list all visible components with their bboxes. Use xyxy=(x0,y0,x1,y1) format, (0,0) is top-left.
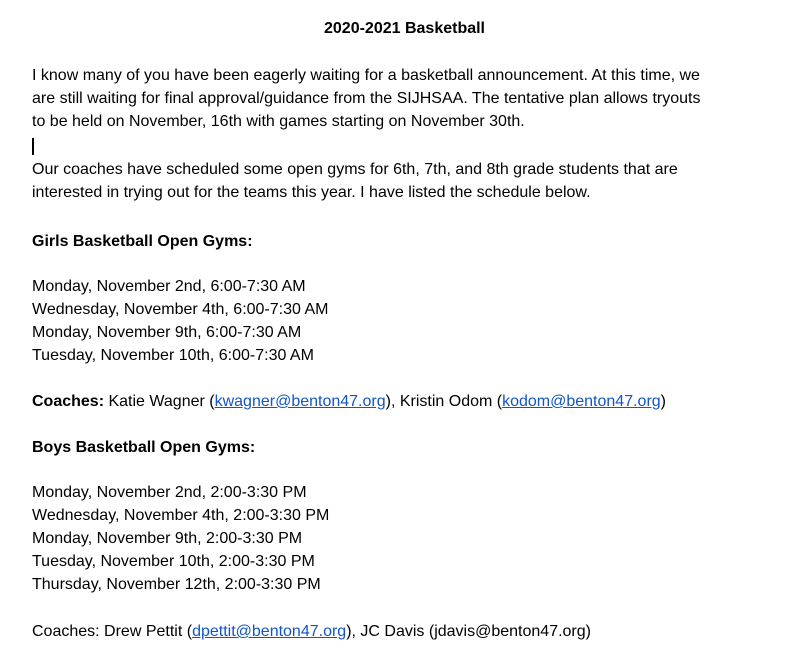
schedule-item: Monday, November 2nd, 2:00-3:30 PM xyxy=(32,484,307,501)
girls-schedule-list xyxy=(32,275,328,367)
schedule-intro-line: Our coaches have scheduled some open gyms for 6th, 7th, and 8th grade students that are xyxy=(32,161,678,178)
schedule-intro-paragraph xyxy=(32,158,782,204)
girls-heading: Girls Basketball Open Gyms: xyxy=(32,233,253,250)
coach-name: Katie Wagner ( xyxy=(104,393,215,410)
schedule-intro-line: interested in trying out for the teams this year. I have listed the schedule below. xyxy=(32,184,591,201)
boys-heading: Boys Basketball Open Gyms: xyxy=(32,439,256,456)
coaches-label: Coaches: xyxy=(32,393,105,410)
intro-line: are still waiting for final approval/guidance from the SIJHSAA. The tentative plan allows tryouts xyxy=(32,90,701,107)
girls-coaches xyxy=(32,390,666,413)
schedule-item: Tuesday, November 10th, 6:00-7:30 AM xyxy=(32,347,314,364)
schedule-item: Monday, November 9th, 2:00-3:30 PM xyxy=(32,530,303,547)
text-cursor xyxy=(32,138,34,155)
schedule-item: Wednesday, November 4th, 2:00-3:30 PM xyxy=(32,507,330,524)
coaches-prefix: Coaches: Drew Pettit ( xyxy=(32,623,193,640)
document-title: 2020-2021 Basketball xyxy=(324,20,485,37)
schedule-item: Thursday, November 12th, 2:00-3:30 PM xyxy=(32,576,321,593)
coach-separator: ), Kristin Odom ( xyxy=(385,393,503,410)
coach-email-link[interactable]: dpettit@benton47.org xyxy=(192,623,347,640)
coach-email-link[interactable]: kodom@benton47.org xyxy=(502,393,661,410)
coach-rest: ), JC Davis (jdavis@benton47.org) xyxy=(346,623,591,640)
schedule-item: Monday, November 9th, 6:00-7:30 AM xyxy=(32,324,302,341)
boys-schedule-list xyxy=(32,481,329,596)
schedule-item: Wednesday, November 4th, 6:00-7:30 AM xyxy=(32,301,329,318)
intro-line: I know many of you have been eagerly waiting for a basketball announcement. At this time, we xyxy=(32,67,700,84)
schedule-item: Monday, November 2nd, 6:00-7:30 AM xyxy=(32,278,306,295)
coach-email-link[interactable]: kwagner@benton47.org xyxy=(214,393,386,410)
intro-line: to be held on November, 16th with games starting on November 30th. xyxy=(32,113,525,130)
coach-end: ) xyxy=(660,393,666,410)
boys-coaches xyxy=(32,620,591,643)
intro-paragraph xyxy=(32,64,782,133)
schedule-item: Tuesday, November 10th, 2:00-3:30 PM xyxy=(32,553,315,570)
